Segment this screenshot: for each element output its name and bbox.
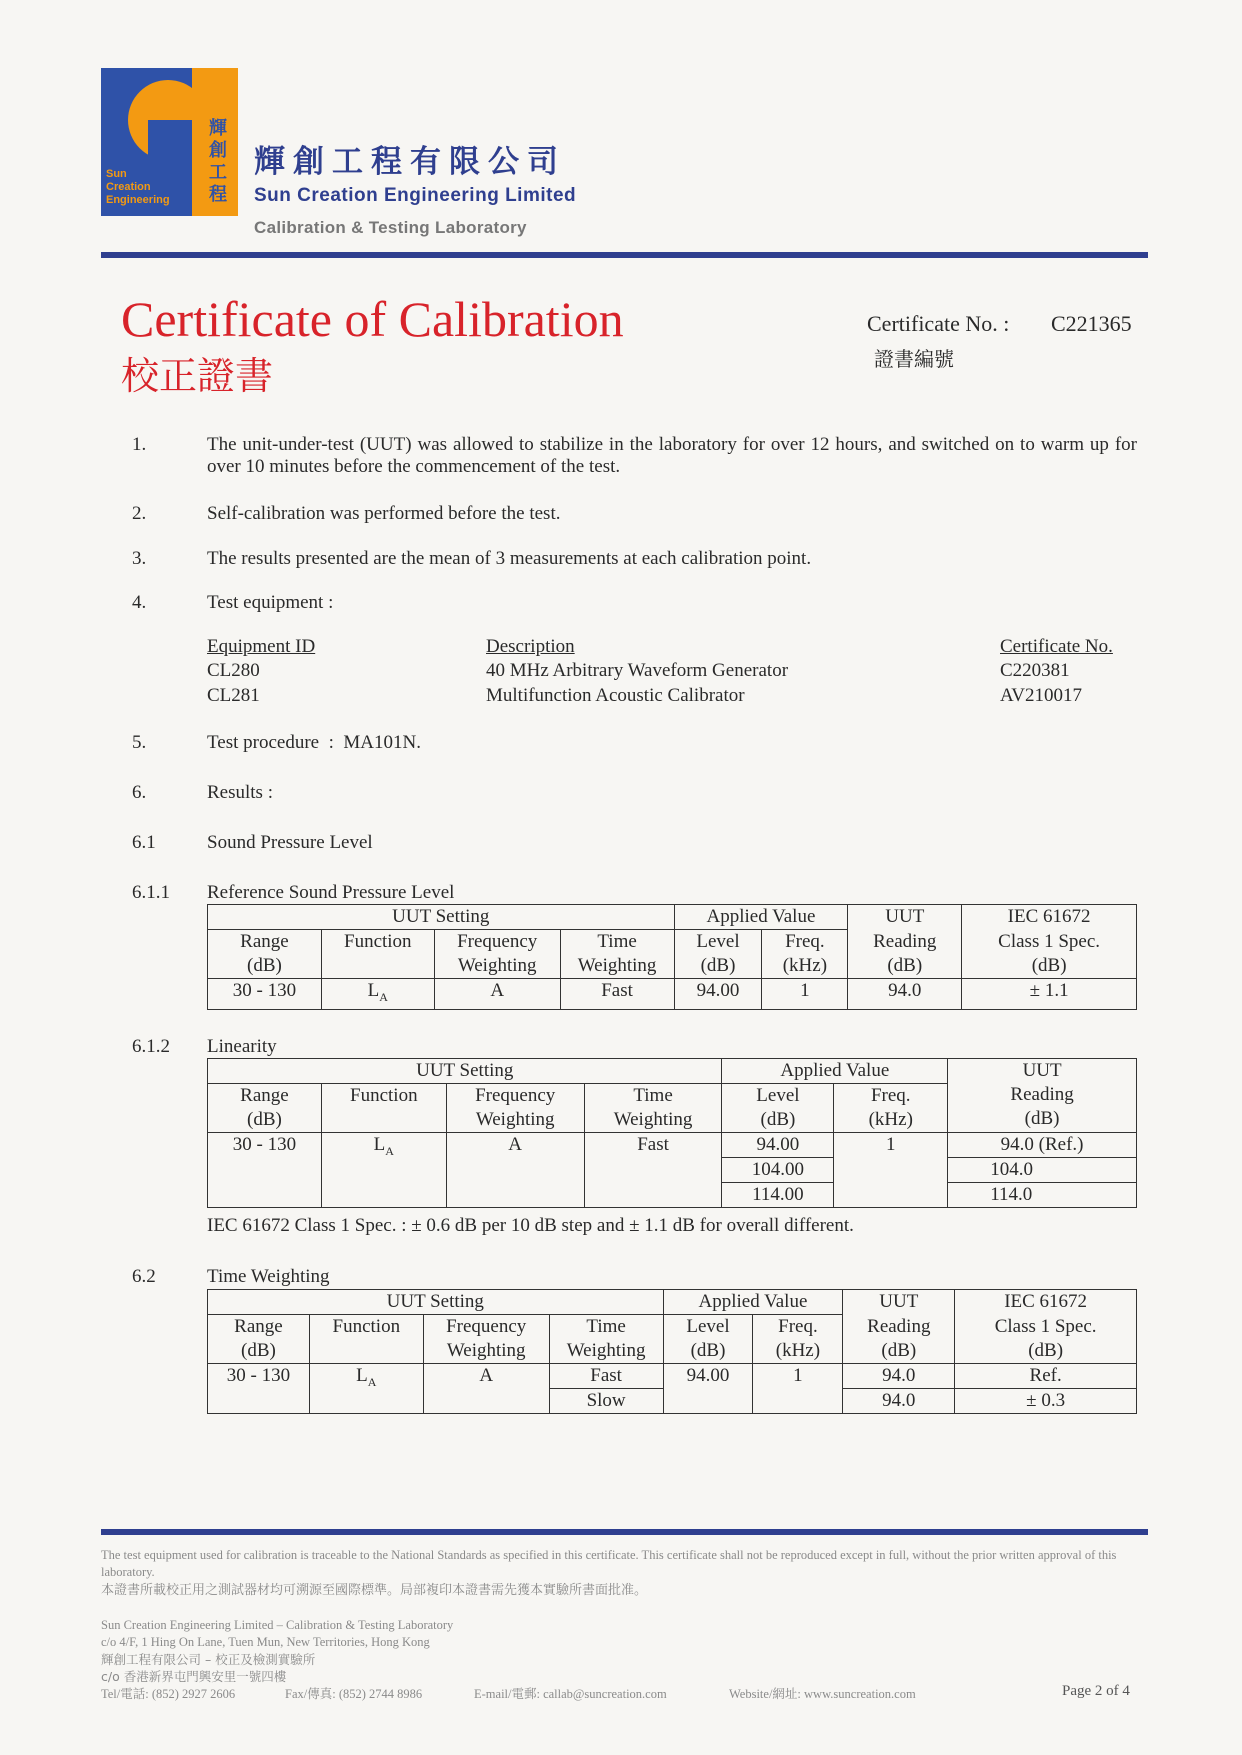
level-header: Level (dB) (663, 1315, 753, 1364)
certificate-number: C221365 (1051, 311, 1132, 336)
reading-cell: 94.0 (843, 1389, 955, 1414)
uut-header: UUT (843, 1290, 955, 1315)
range-cell: 30 - 130 (208, 979, 322, 1010)
company-name-en: Sun Creation Engineering Limited (254, 185, 577, 206)
linearity-table (207, 1058, 1137, 1208)
equipment-id-header: Equipment ID (207, 636, 316, 657)
item-text: The results presented are the mean of 3 measurements at each calibration point. (207, 548, 812, 569)
frequency-weighting-header: Frequency Weighting (446, 1084, 584, 1133)
equipment-certificate: C220381 (1000, 660, 1070, 681)
linearity-spec-note: IEC 61672 Class 1 Spec. : ± 0.6 dB per 10 dB step and ± 1.1 dB for overall different. (207, 1215, 854, 1236)
telephone: Tel/電話: (852) 2927 2606 (101, 1687, 236, 1701)
certificate-number-label: Certificate No. : (867, 311, 1010, 336)
iec-header: IEC 61672 (962, 905, 1137, 930)
item-text: Self-calibration was performed before the test. (207, 503, 561, 524)
spec-cell: Ref. (955, 1364, 1137, 1389)
uut-setting-header: UUT Setting (208, 1059, 722, 1084)
time-weighting-table (207, 1289, 1137, 1414)
equipment-id: CL281 (207, 685, 260, 706)
reading-cell: 94.0 (843, 1364, 955, 1389)
laboratory-name: Calibration & Testing Laboratory (254, 218, 527, 237)
level-cell: 104.00 (722, 1158, 834, 1183)
section-title: Time Weighting (207, 1266, 330, 1287)
level-cell: 114.00 (722, 1183, 834, 1208)
equipment-id: CL280 (207, 660, 260, 681)
item-number: 5. (132, 732, 147, 753)
certificate-title: Certificate of Calibration (121, 291, 624, 347)
reference-spl-table (207, 904, 1137, 1010)
spec-header: Class 1 Spec. (dB) (955, 1315, 1137, 1364)
certificate-title-zh: 校正證書 (121, 354, 274, 398)
item-text: Results : (207, 782, 273, 803)
reading-cell: 94.0 (848, 979, 962, 1010)
freq-cell: 1 (762, 979, 848, 1010)
applied-value-header: Applied Value (663, 1290, 843, 1315)
time-weighting-cell: Slow (549, 1389, 663, 1414)
item-number: 2. (132, 503, 147, 524)
item-number: 3. (132, 548, 147, 569)
level-cell: 94.00 (674, 979, 762, 1010)
item-number: 4. (132, 592, 147, 613)
function-header: Function (321, 1084, 446, 1133)
item-number: 6. (132, 782, 147, 803)
item-text: Sound Pressure Level (207, 832, 373, 853)
function-header: Function (309, 1315, 423, 1364)
frequency-weighting-cell: A (423, 1364, 549, 1414)
email-link[interactable]: E-mail/電郵: callab@suncreation.com (474, 1687, 667, 1701)
freq-header: Freq. (kHz) (834, 1084, 948, 1133)
item-number: 6.2 (132, 1266, 156, 1287)
header-divider (101, 252, 1148, 258)
equipment-description: Multifunction Acoustic Calibrator (486, 685, 745, 706)
freq-header: Freq. (kHz) (762, 930, 848, 979)
equipment-description: 40 MHz Arbitrary Waveform Generator (486, 660, 789, 681)
uut-header: UUT (848, 905, 962, 930)
freq-cell: 1 (753, 1364, 843, 1414)
function-header: Function (321, 930, 434, 979)
traceability-note-zh: 本證書所載校正用之測試器材均可溯源至國際標準。局部複印本證書需先獲本實驗所書面批准。 (101, 1583, 648, 1598)
level-header: Level (dB) (722, 1084, 834, 1133)
spec-cell: ± 1.1 (962, 979, 1137, 1010)
reading-cell: 94.0 (Ref.) (948, 1133, 1137, 1158)
applied-value-header: Applied Value (674, 905, 848, 930)
section-title: Linearity (207, 1036, 277, 1057)
function-cell: $L_A$ (309, 1364, 423, 1414)
frequency-weighting-cell: A (446, 1133, 584, 1208)
item-number: 1. (132, 434, 147, 455)
address-line: c/o 4/F, 1 Hing On Lane, Tuen Mun, New Territories, Hong Kong (101, 1635, 430, 1649)
time-weighting-cell: Fast (584, 1133, 722, 1208)
iec-header: IEC 61672 (955, 1290, 1137, 1315)
range-header: Range (dB) (208, 1315, 310, 1364)
frequency-weighting-cell: A (434, 979, 560, 1010)
time-weighting-header: Time Weighting (560, 930, 674, 979)
item-number: 6.1.1 (132, 882, 170, 903)
spec-header: Class 1 Spec. (dB) (962, 930, 1137, 979)
reading-header: Reading (dB) (843, 1315, 955, 1364)
time-weighting-cell: Fast (549, 1364, 663, 1389)
freq-cell: 1 (834, 1133, 948, 1208)
function-cell: $L_A$ (321, 979, 434, 1010)
equipment-certificate: AV210017 (1000, 685, 1082, 706)
level-cell: 94.00 (722, 1133, 834, 1158)
spec-cell: ± 0.3 (955, 1389, 1137, 1414)
logo-chinese-text: 輝 創 工 程 (209, 118, 227, 205)
range-cell: 30 - 130 (208, 1133, 322, 1208)
certificate-number-label-zh: 證書編號 (874, 347, 954, 371)
range-cell: 30 - 130 (208, 1364, 310, 1414)
equipment-description-header: Description (486, 636, 575, 657)
range-header: Range (dB) (208, 930, 322, 979)
item-number: 6.1.2 (132, 1036, 170, 1057)
item-text: Test procedure : MA101N. (207, 732, 421, 753)
frequency-weighting-header: Frequency Weighting (423, 1315, 549, 1364)
frequency-weighting-header: Frequency Weighting (434, 930, 560, 979)
item-number: 6.1 (132, 832, 156, 853)
page-number: Page 2 of 4 (1062, 1683, 1130, 1699)
freq-header: Freq. (kHz) (753, 1315, 843, 1364)
time-weighting-cell: Fast (560, 979, 674, 1010)
address-line-zh: c/o 香港新界屯門興安里一號四樓 (101, 1669, 287, 1684)
uut-setting-header: UUT Setting (208, 905, 675, 930)
reading-header: Reading (dB) (848, 930, 962, 979)
logo-english-text: Sun Creation Engineering (106, 168, 170, 206)
level-header: Level (dB) (674, 930, 762, 979)
company-name-zh: 輝創工程有限公司 (254, 144, 566, 180)
section-title: Reference Sound Pressure Level (207, 882, 455, 903)
time-weighting-header: Time Weighting (549, 1315, 663, 1364)
range-header: Range (dB) (208, 1084, 322, 1133)
fax: Fax/傳真: (852) 2744 8986 (285, 1687, 423, 1701)
item-text: The unit-under-test (UUT) was allowed to stabilize in the laboratory for over 12 hours, and switched on to warm up for over 10 minutes before the commencement of the test. (207, 434, 1137, 477)
reading-cell: 114.0 (948, 1183, 1137, 1208)
traceability-note: The test equipment used for calibration is traceable to the National Standards as specified in this certificate. This certificate shall not be reproduced except in full, without the prior written approval of this laboratory. (101, 1548, 1117, 1579)
function-cell: $L_A$ (321, 1133, 446, 1208)
applied-value-header: Applied Value (722, 1059, 948, 1084)
footer-divider (101, 1529, 1148, 1535)
level-cell: 94.00 (663, 1364, 753, 1414)
uut-setting-header: UUT Setting (208, 1290, 664, 1315)
item-text: Test equipment : (207, 592, 334, 613)
equipment-certificate-header: Certificate No. (1000, 636, 1113, 657)
reading-cell: 104.0 (948, 1158, 1137, 1183)
address-line: Sun Creation Engineering Limited – Calibration & Testing Laboratory (101, 1618, 454, 1632)
address-line-zh: 輝創工程有限公司 – 校正及檢測實驗所 (101, 1652, 316, 1667)
uut-reading-header: UUT Reading (dB) (948, 1059, 1137, 1133)
website-link[interactable]: Website/網址: www.suncreation.com (729, 1687, 916, 1701)
time-weighting-header: Time Weighting (584, 1084, 722, 1133)
